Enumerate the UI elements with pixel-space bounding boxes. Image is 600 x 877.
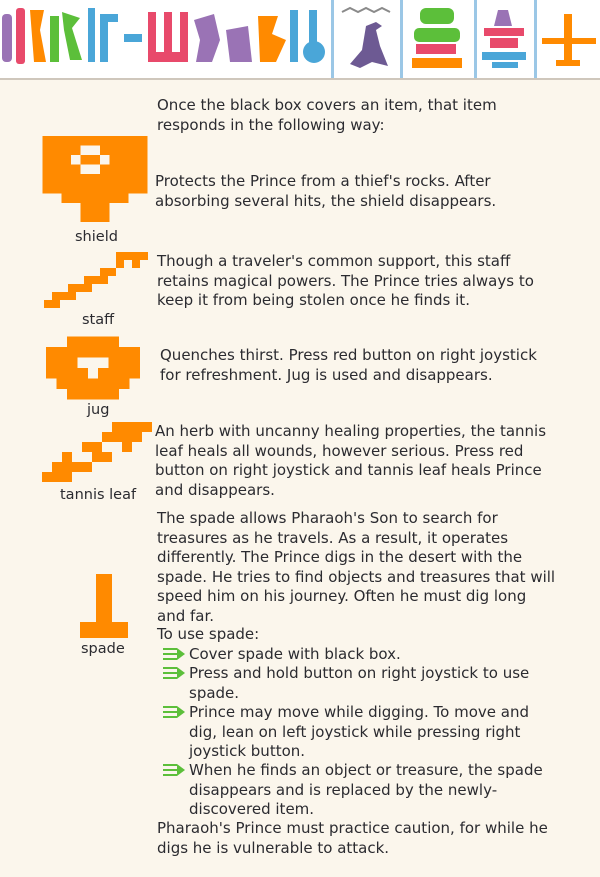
step-arrow-icon <box>163 648 185 660</box>
hieroglyph-banner <box>0 0 600 80</box>
step-text: Prince may move while digging. To move and dig, lean on left joystick while pressing right joystick button. <box>189 703 529 760</box>
step-text: Cover spade with black box. <box>189 645 401 663</box>
spade-description: The spade allows Pharaoh's Son to search for treasures as he travels. As a result, it operates differently. The Prince digs in the desert with the spade. He tries to find objects and treasures that will speed him on his journey. Often he must dig long and far. <box>157 509 556 625</box>
shield-icon <box>40 136 150 222</box>
tannis-leaf-label: tannis leaf <box>60 487 137 503</box>
jug-icon <box>46 336 140 400</box>
shield-description: Protects the Prince from a thief's rocks. After absorbing several hits, the shield disappears. <box>155 172 497 210</box>
step-arrow-icon <box>163 706 185 718</box>
banner-separator <box>474 0 477 78</box>
balance-hieroglyph <box>538 0 600 78</box>
banner-separator <box>331 0 334 78</box>
spade-label: spade <box>81 641 125 657</box>
manual-page <box>0 80 600 877</box>
spade-icon <box>80 574 128 638</box>
staff-description: Though a traveler's common support, this staff retains magical powers. The Prince tries always to keep it from being stolen once he finds it. <box>157 252 534 309</box>
hieroglyph-strip-graphic <box>0 0 330 78</box>
closing-text: Pharaoh's Prince must practice caution, for while he digs he is vulnerable to attack. <box>157 819 548 857</box>
staff-label: staff <box>82 312 115 328</box>
tannis-leaf-icon <box>42 422 152 482</box>
intro-text: Once the black box covers an item, that item responds in the following way: <box>157 96 497 134</box>
step-text: Press and hold button on right joystick to use spade. <box>189 664 530 702</box>
tannis-leaf-description: An herb with uncanny healing properties, the tannis leaf heals all wounds, however serious. Press red button on right joystick and tannis leaf heals Prince and disappears. <box>155 422 547 499</box>
step-arrow-icon <box>163 764 185 776</box>
banner-separator <box>400 0 403 78</box>
scale-hieroglyph <box>478 0 532 78</box>
staff-icon <box>44 252 148 308</box>
step-text: When he finds an object or treasure, the spade disappears and is replaced by the newly-discovered item. <box>189 761 543 818</box>
use-spade-heading: To use spade: <box>157 625 260 643</box>
shield-label: shield <box>75 229 118 245</box>
bird-hieroglyph <box>336 0 398 78</box>
jug-description: Quenches thirst. Press red button on right joystick for refreshment. Jug is used and disappears. <box>160 346 537 384</box>
jug-label: jug <box>87 402 110 418</box>
banner-separator <box>534 0 537 78</box>
step-arrow-icon <box>163 667 185 679</box>
basket-hieroglyph <box>404 0 472 78</box>
